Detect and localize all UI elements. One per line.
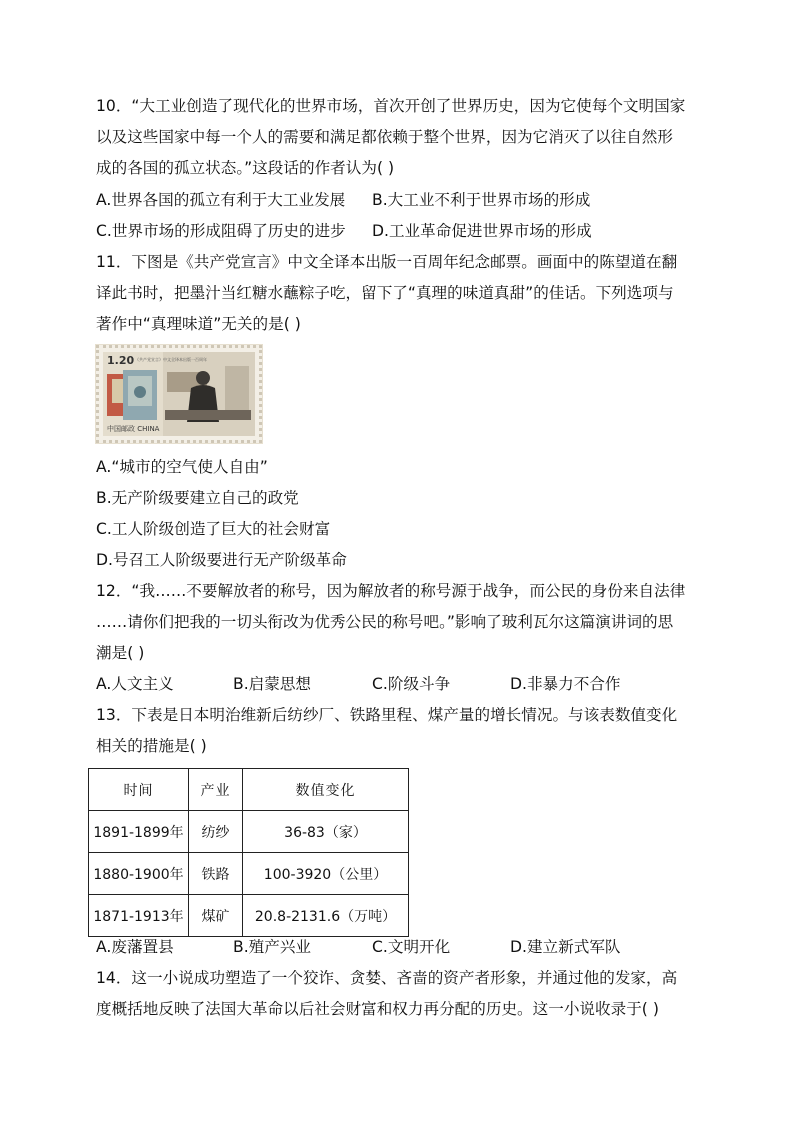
question-text-line: 度概括地反映了法国大革命以后社会财富和权力再分配的历史。这一小说收录于( ) — [96, 1000, 659, 1018]
option-b: B.殖产兴业 — [233, 938, 312, 956]
table-cell: 1880-1900年 — [89, 853, 189, 895]
table-cell: 1871-1913年 — [89, 895, 189, 937]
question-text-line: 12．“我……不要解放者的称号，因为解放者的称号源于战争，而公民的身份来自法律 — [96, 582, 686, 600]
stamp-postal-mark: 中国邮政 CHINA — [107, 425, 160, 433]
question-text-line: 以及这些国家中每一个人的需要和满足都依赖于整个世界，因为它消灭了以往自然形 — [96, 128, 673, 146]
stamp-caption: 《共产党宣言》中文全译本出版一百周年 — [135, 357, 207, 362]
table-header-cell: 产业 — [189, 769, 243, 811]
option-b: B.启蒙思想 — [233, 675, 312, 693]
table-row — [89, 895, 409, 937]
option-a: A.人文主义 — [96, 675, 174, 693]
table-cell: 1891-1899年 — [89, 811, 189, 853]
option-a: A.“城市的空气使人自由” — [96, 458, 268, 476]
option-a: A.世界各国的孤立有利于大工业发展 — [96, 191, 346, 209]
question-text-line: 成的各国的孤立状态。”这段话的作者认为( ) — [96, 159, 395, 177]
option-b: B.无产阶级要建立自己的政党 — [96, 489, 299, 507]
option-a: A.废藩置县 — [96, 938, 174, 956]
table-header-cell: 数值变化 — [243, 769, 409, 811]
question-text-line: 11．下图是《共产党宣言》中文全译本出版一百周年纪念邮票。画面中的陈望道在翻 — [96, 253, 678, 271]
table-cell: 铁路 — [189, 853, 243, 895]
option-c: C.世界市场的形成阻碍了历史的进步 — [96, 222, 346, 240]
table-cell: 100-3920（公里） — [243, 853, 409, 895]
table-cell: 煤矿 — [189, 895, 243, 937]
option-d: D.非暴力不合作 — [510, 675, 621, 693]
question-text-line: 14．这一小说成功塑造了一个狡诈、贪婪、吝啬的资产者形象，并通过他的发家，高 — [96, 969, 678, 987]
table-cell: 20.8-2131.6（万吨） — [243, 895, 409, 937]
option-d: D.工业革命促进世界市场的形成 — [372, 222, 592, 240]
option-c: C.工人阶级创造了巨大的社会财富 — [96, 520, 331, 538]
question-text-line: ……请你们把我的一切头衔改为优秀公民的称号吧。”影响了玻利瓦尔这篇演讲词的思 — [96, 613, 674, 631]
question-text-line: 潮是( ) — [96, 644, 145, 662]
question-text-line: 13．下表是日本明治维新后纺纱厂、铁路里程、煤产量的增长情况。与该表数值变化 — [96, 706, 678, 724]
question-text-line: 译此书时，把墨汁当红糖水蘸粽子吃，留下了“真理的味道真甜”的佳话。下列选项与 — [96, 284, 674, 302]
option-d: D.建立新式军队 — [510, 938, 621, 956]
table-cell: 36-83（家） — [243, 811, 409, 853]
question-text-line: 10．“大工业创造了现代化的世界市场，首次开创了世界历史，因为它使每个文明国家 — [96, 97, 686, 115]
table-header-row — [89, 769, 409, 811]
stamp-denomination: 1.20 — [107, 354, 135, 367]
option-c: C.文明开化 — [372, 938, 451, 956]
table-cell: 纺纱 — [189, 811, 243, 853]
table-header-cell: 时间 — [89, 769, 189, 811]
option-b: B.大工业不利于世界市场的形成 — [372, 191, 591, 209]
growth-data-table — [88, 768, 409, 937]
option-d: D.号召工人阶级要进行无产阶级革命 — [96, 551, 347, 569]
question-text-line: 著作中“真理味道”无关的是( ) — [96, 315, 301, 333]
table-row — [89, 853, 409, 895]
option-c: C.阶级斗争 — [372, 675, 451, 693]
commemorative-stamp-image — [96, 345, 262, 443]
question-text-line: 相关的措施是( ) — [96, 737, 207, 755]
table-row — [89, 811, 409, 853]
